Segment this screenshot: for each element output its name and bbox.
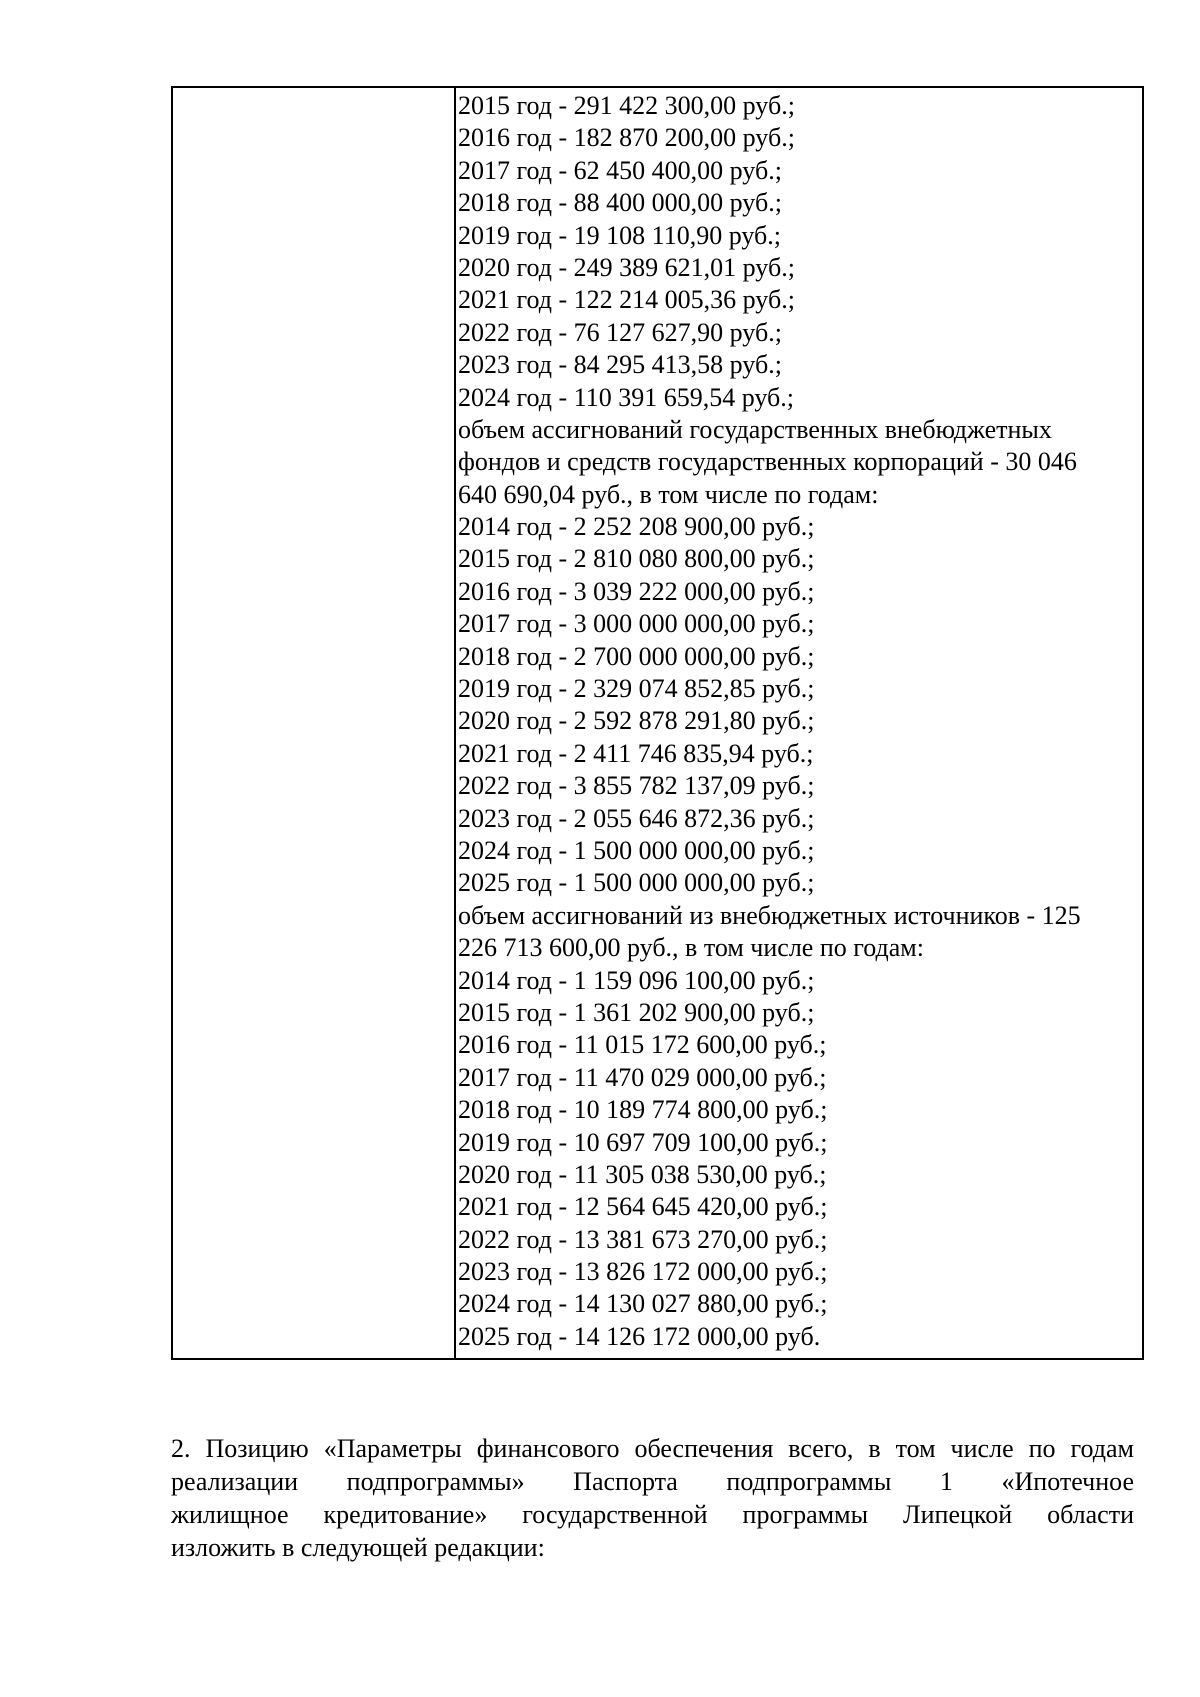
table-line: 2017 год - 11 470 029 000,00 руб.; (458, 1062, 827, 1092)
table-line: 2021 год - 2 411 746 835,94 руб.; (458, 738, 814, 768)
table-line: объем ассигнований из внебюджетных источников - 125 (458, 900, 1081, 930)
table-line: 2019 год - 2 329 074 852,85 руб.; (458, 674, 815, 704)
table-line: 2018 год - 88 400 000,00 руб.; (458, 188, 782, 218)
table-line: 2023 год - 13 826 172 000,00 руб.; (458, 1257, 828, 1287)
table-line: 2025 год - 14 126 172 000,00 руб. (458, 1321, 821, 1351)
table-line: 2021 год - 122 214 005,36 руб.; (458, 285, 795, 315)
table-line: 2019 год - 10 697 709 100,00 руб.; (458, 1127, 828, 1157)
table-line: 2018 год - 10 189 774 800,00 руб.; (458, 1095, 828, 1125)
table-line: 2017 год - 62 450 400,00 руб.; (458, 155, 782, 185)
table-line: 2020 год - 249 389 621,01 руб.; (458, 252, 795, 282)
paragraph-line: изложить в следующей редакции: (171, 1533, 545, 1562)
table-line: 2022 год - 13 381 673 270,00 руб.; (458, 1224, 828, 1254)
table-line: 2015 год - 2 810 080 800,00 руб.; (458, 544, 815, 574)
table-line: 2014 год - 2 252 208 900,00 руб.; (458, 512, 815, 542)
table-line: 226 713 600,00 руб., в том числе по годам: (458, 933, 924, 963)
paragraph-line: реализации подпрограммы» Паспорта подпрограммы 1 «Ипотечное (171, 1467, 1134, 1496)
amendment-paragraph (171, 1432, 1134, 1564)
table-line: 2022 год - 76 127 627,90 руб.; (458, 317, 782, 347)
table-line: 2015 год - 1 361 202 900,00 руб.; (458, 997, 815, 1027)
financing-table (171, 86, 1144, 1360)
table-line: 2020 год - 11 305 038 530,00 руб.; (458, 1159, 827, 1189)
table-line: 2025 год - 1 500 000 000,00 руб.; (458, 868, 815, 898)
table-line: 2023 год - 2 055 646 872,36 руб.; (458, 803, 815, 833)
table-line: 2024 год - 110 391 659,54 руб.; (458, 382, 794, 412)
paragraph-line: 2. Позицию «Параметры финансового обеспечения всего, в том числе по годам (171, 1434, 1134, 1463)
table-line: 2024 год - 1 500 000 000,00 руб.; (458, 835, 815, 865)
table-line: объем ассигнований государственных внебюджетных (458, 414, 1052, 444)
table-left-cell (173, 88, 456, 1358)
paragraph-line: жилищное кредитование» государственной программы Липецкой области (171, 1500, 1134, 1529)
table-line: 2023 год - 84 295 413,58 руб.; (458, 350, 782, 380)
table-line: 2019 год - 19 108 110,90 руб.; (458, 220, 781, 250)
table-line: 2016 год - 3 039 222 000,00 руб.; (458, 576, 815, 606)
table-line: 2014 год - 1 159 096 100,00 руб.; (458, 965, 815, 995)
table-line: 2018 год - 2 700 000 000,00 руб.; (458, 641, 815, 671)
table-line: 2016 год - 182 870 200,00 руб.; (458, 123, 795, 153)
table-line: фондов и средств государственных корпораций - 30 046 (458, 447, 1077, 477)
table-line: 2021 год - 12 564 645 420,00 руб.; (458, 1192, 828, 1222)
table-line: 640 690,04 руб., в том числе по годам: (458, 479, 879, 509)
table-line: 2015 год - 291 422 300,00 руб.; (458, 91, 795, 120)
table-line: 2022 год - 3 855 782 137,09 руб.; (458, 771, 815, 801)
table-line: 2016 год - 11 015 172 600,00 руб.; (458, 1030, 827, 1060)
table-line: 2024 год - 14 130 027 880,00 руб.; (458, 1289, 828, 1319)
table-right-cell (458, 90, 1138, 1353)
table-line: 2020 год - 2 592 878 291,80 руб.; (458, 706, 815, 736)
table-line: 2017 год - 3 000 000 000,00 руб.; (458, 609, 815, 639)
